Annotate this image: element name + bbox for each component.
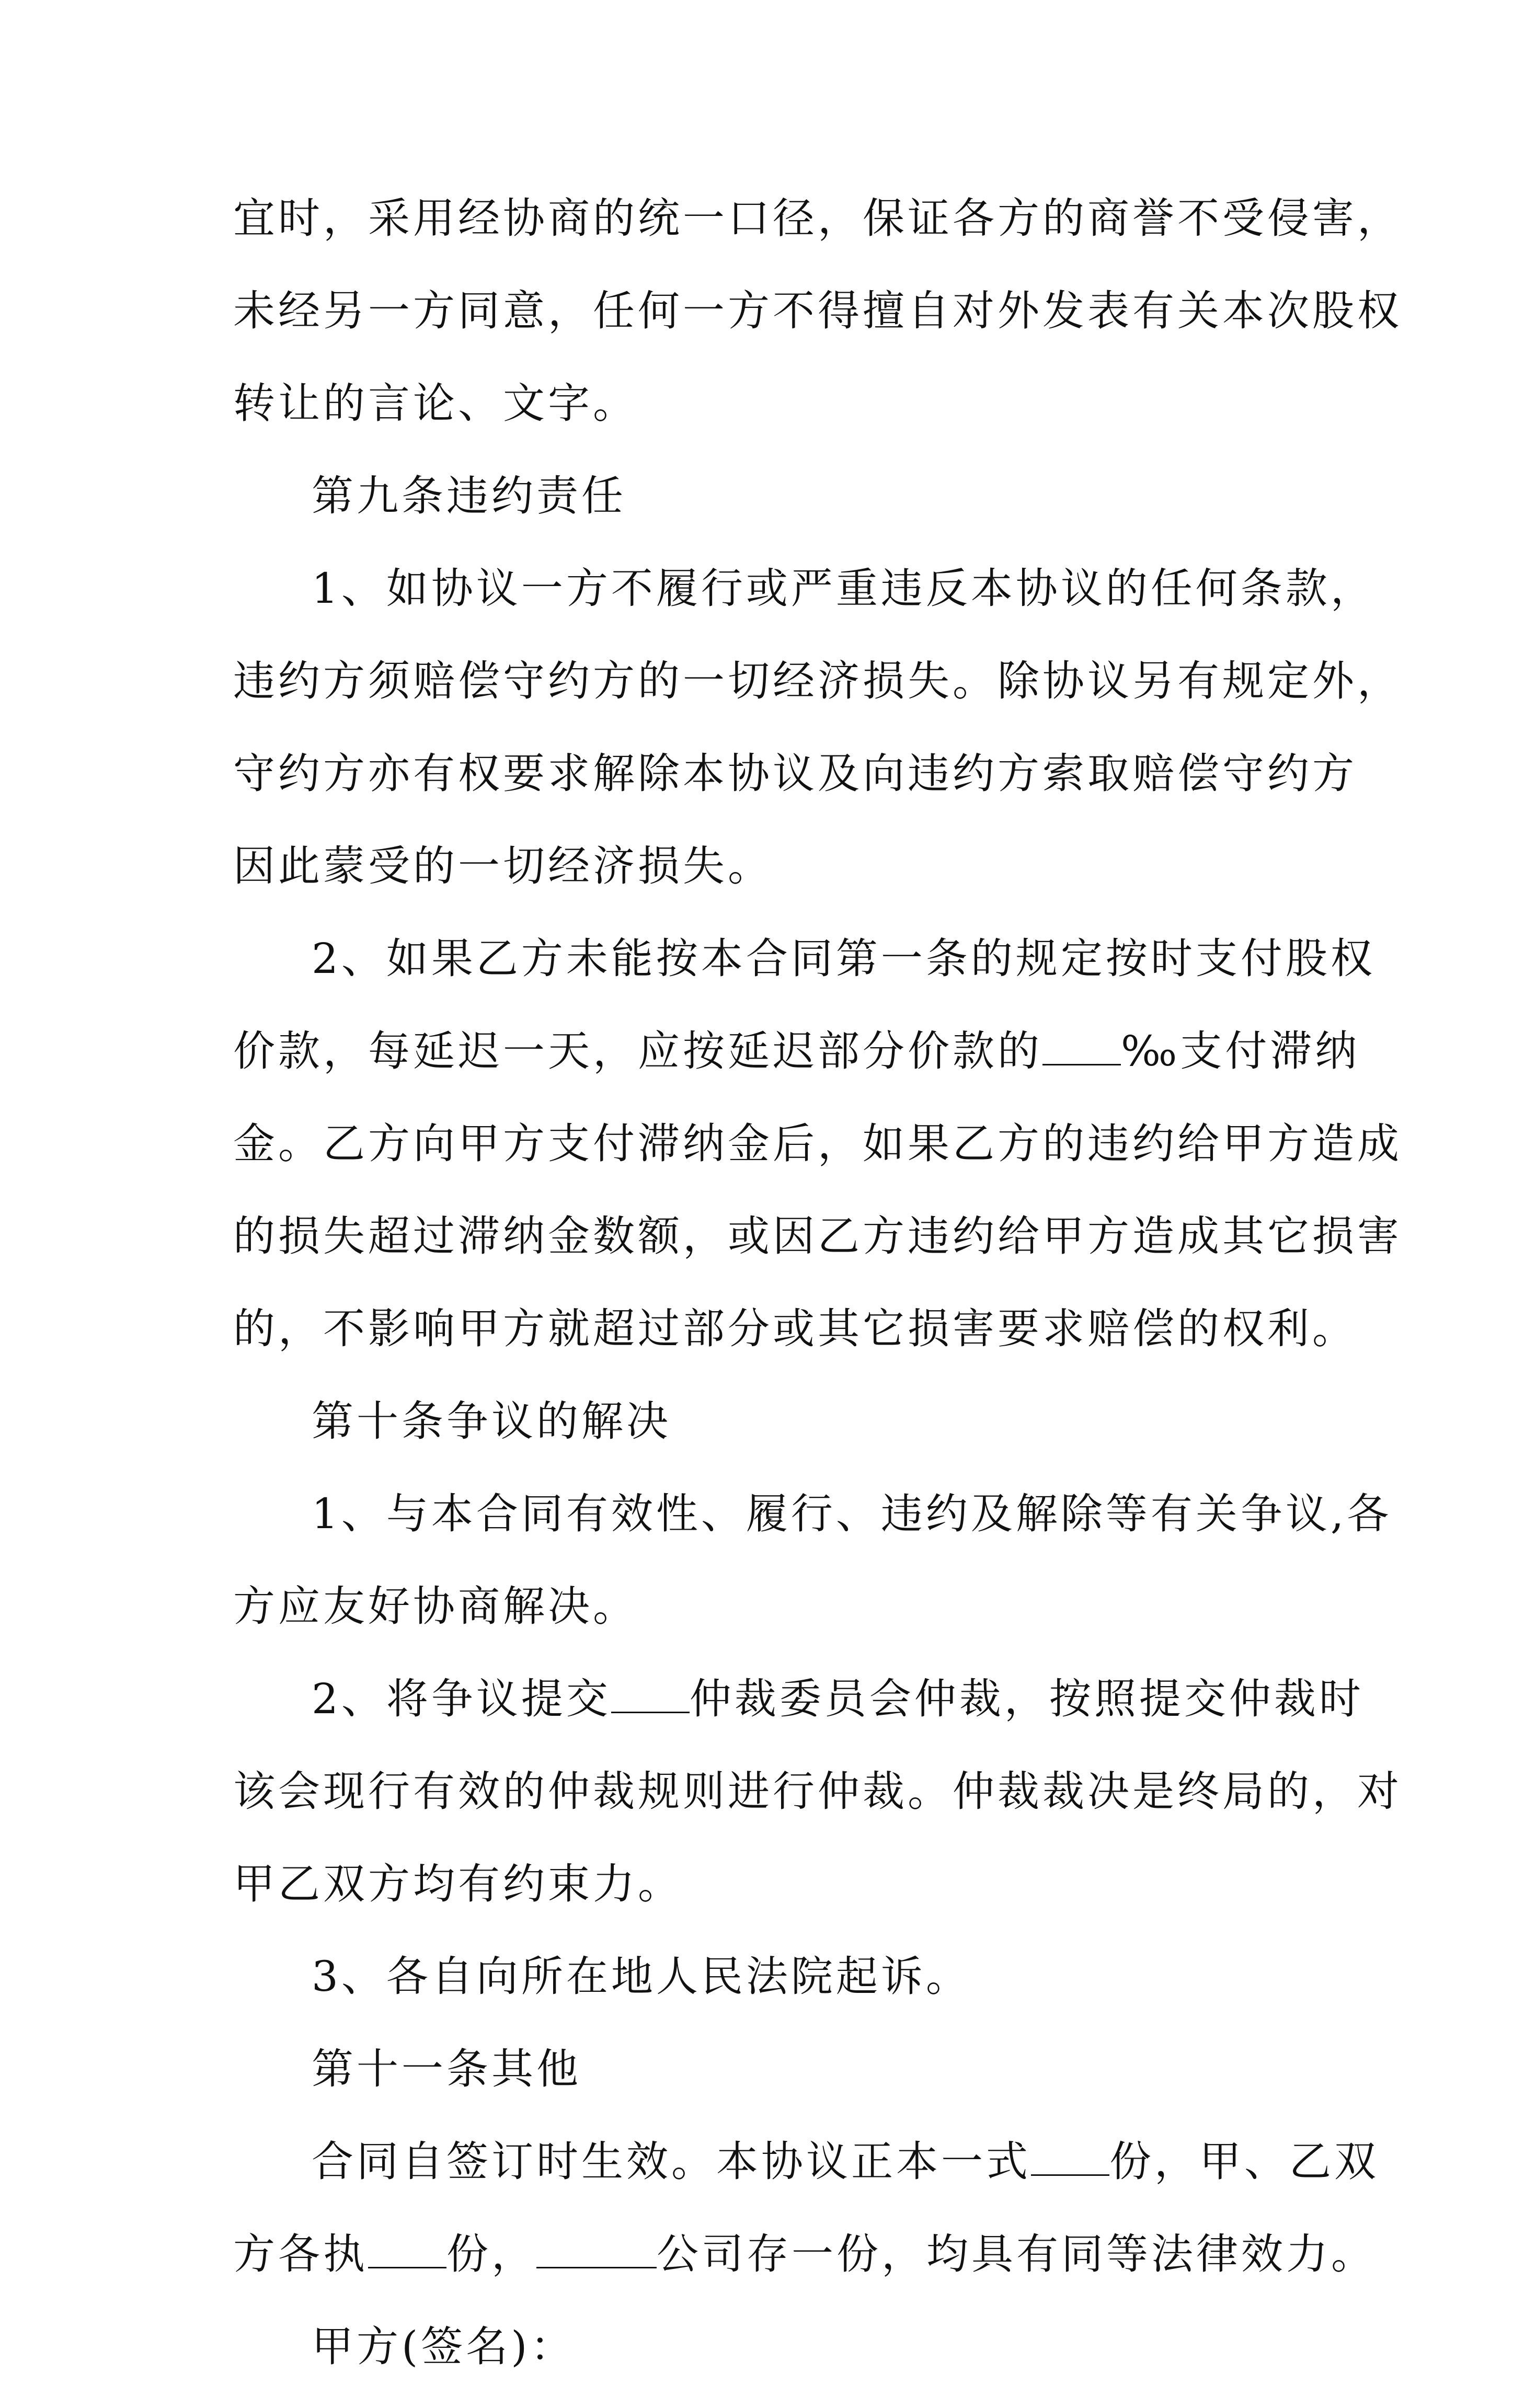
- line-text: 守约方亦有权要求解除本协议及向违约方索取赔偿守约方: [233, 749, 1357, 798]
- section-heading: [233, 465, 1294, 557]
- line-text: 转让的言论、文字。: [233, 379, 638, 428]
- line-text: 2、将争议提交: [312, 1675, 611, 1723]
- paragraph-line: [233, 2130, 1379, 2223]
- paragraph-line: [233, 742, 1357, 835]
- line-text: 的，不影响甲方就超过部分或其它损害要求赔偿的权利。: [233, 1304, 1357, 1353]
- paragraph-line: [233, 1020, 1360, 1113]
- line-text: 价款，每延迟一天，应按延迟部分价款的: [233, 1027, 1042, 1075]
- paragraph-line: [233, 187, 1402, 280]
- section-heading: [233, 1390, 1294, 1483]
- line-text: 宜时，采用经协商的统一口径，保证各方的商誉不受侵害，: [233, 194, 1402, 243]
- paragraph-line: [233, 557, 1376, 650]
- paragraph-line: [233, 280, 1402, 372]
- paragraph-line: [233, 835, 1294, 927]
- fill-in-blank[interactable]: [1031, 2136, 1109, 2176]
- paragraph-line: [233, 372, 1294, 465]
- paragraph-line: [233, 650, 1402, 742]
- line-text: 1、如协议一方不履行或严重违反本协议的任何条款，: [312, 564, 1376, 613]
- paragraph-line: [233, 1298, 1357, 1390]
- section-heading: [233, 2038, 1294, 2130]
- line-text: 方应友好协商解决。: [233, 1582, 638, 1631]
- fill-in-blank[interactable]: [536, 2228, 657, 2268]
- paragraph-line: [233, 1853, 1294, 1945]
- contract-text: [233, 187, 1402, 2408]
- line-text: 份，: [446, 2230, 536, 2278]
- line-text: 仲裁委员会仲裁，按照提交仲裁时: [689, 1675, 1364, 1723]
- heading-text: 第十条争议的解决: [312, 1397, 671, 1446]
- paragraph-line: [233, 927, 1376, 1020]
- line-text: 该会现行有效的仲裁规则进行仲裁。仲裁裁决是终局的，对: [233, 1767, 1402, 1816]
- heading-text: 第九条违约责任: [312, 472, 626, 520]
- line-text: 合同自签订时生效。本协议正本一式: [312, 2137, 1031, 2186]
- line-text: 份，甲、乙双: [1109, 2137, 1379, 2186]
- heading-text: 第十一条其他: [312, 2045, 581, 2093]
- line-text: 方各执: [233, 2230, 368, 2278]
- line-text: 公司存一份，均具有同等法律效力。: [657, 2230, 1376, 2278]
- line-text: 1、与本合同有效性、履行、违约及解除等有关争议,各: [312, 1489, 1392, 1538]
- line-text: 金。乙方向甲方支付滞纳金后，如果乙方的违约给甲方造成: [233, 1119, 1402, 1168]
- line-text: ‰支付滞纳: [1121, 1027, 1360, 1075]
- fill-in-blank[interactable]: [611, 1673, 690, 1713]
- paragraph-line: [233, 1113, 1402, 1205]
- signature-label: [233, 2315, 1294, 2408]
- paragraph-line: [233, 1575, 1294, 1668]
- line-text: 甲乙双方均有约束力。: [233, 1860, 683, 1908]
- paragraph-line: [233, 1205, 1402, 1298]
- line-text: 未经另一方同意，任何一方不得擅自对外发表有关本次股权: [233, 286, 1402, 335]
- line-text: 3、各自向所在地人民法院起诉。: [312, 1952, 971, 2001]
- signature-text: 甲方(签名)：: [312, 2322, 576, 2371]
- paragraph-line: [233, 1760, 1402, 1853]
- paragraph-line: [233, 1945, 1294, 2038]
- paragraph-line: [233, 2223, 1376, 2315]
- paragraph-line: [233, 1668, 1364, 1760]
- paragraph-line: [233, 1483, 1392, 1575]
- fill-in-blank[interactable]: [1042, 1025, 1121, 1065]
- fill-in-blank[interactable]: [368, 2228, 446, 2268]
- line-text: 因此蒙受的一切经济损失。: [233, 842, 773, 890]
- line-text: 的损失超过滞纳金数额，或因乙方违约给甲方造成其它损害: [233, 1212, 1402, 1260]
- line-text: 违约方须赔偿守约方的一切经济损失。除协议另有规定外，: [233, 657, 1402, 705]
- line-text: 2、如果乙方未能按本合同第一条的规定按时支付股权: [312, 934, 1376, 983]
